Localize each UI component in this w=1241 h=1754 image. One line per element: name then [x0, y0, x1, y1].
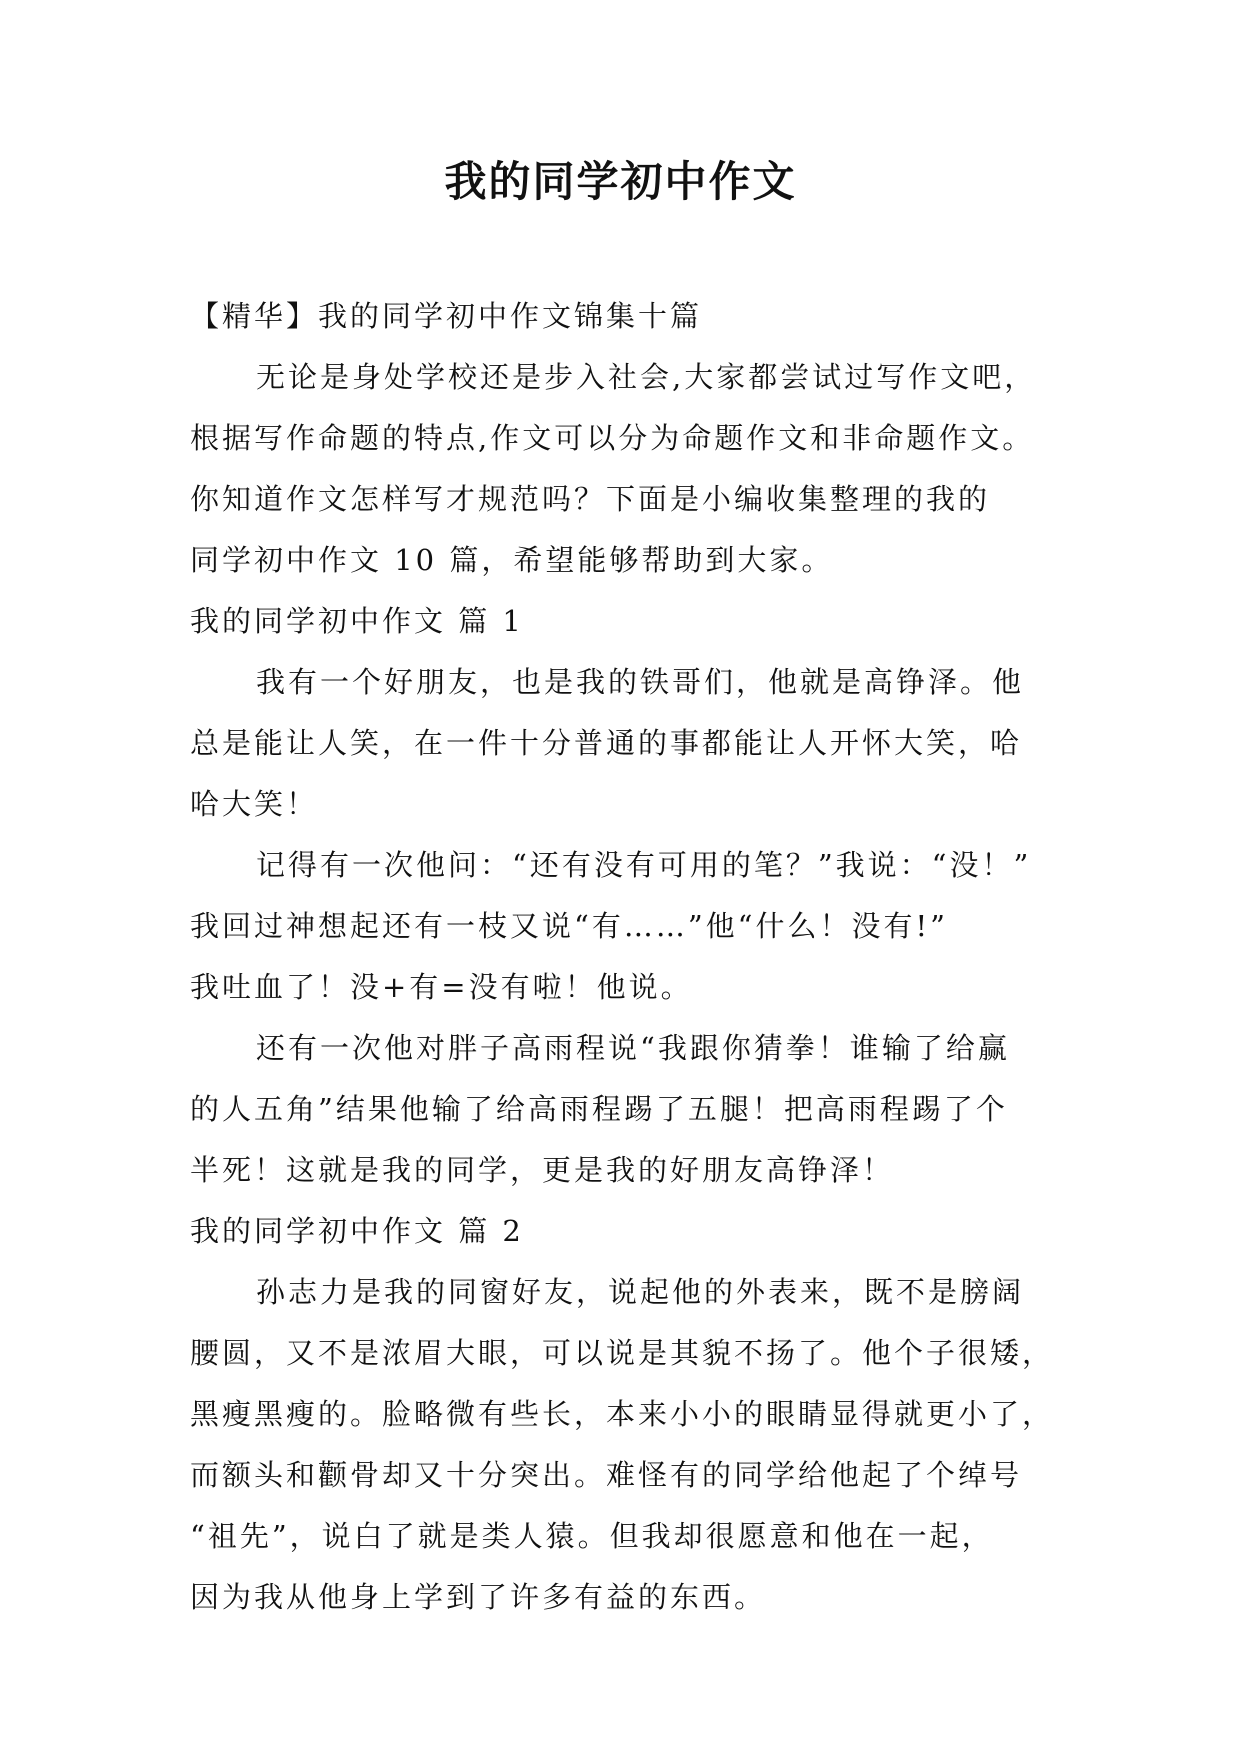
- text-line: 同学初中作文 10 篇，希望能够帮助到大家。: [190, 543, 834, 577]
- text-line: 因为我从他身上学到了许多有益的东西。: [190, 1580, 767, 1614]
- text-line: 我回过神想起还有一枝又说“有……”他“什么！没有!”: [190, 909, 948, 943]
- text-line: 我的同学初中作文 篇 1: [190, 604, 524, 638]
- text-line: 的人五角”结果他输了给高雨程踢了五腿！把高雨程踢了个: [190, 1092, 1008, 1126]
- text-line: 你知道作文怎样写才规范吗？下面是小编收集整理的我的: [190, 482, 991, 516]
- text-line: 我的同学初中作文 篇 2: [190, 1214, 524, 1248]
- document-title: 我的同学初中作文: [444, 157, 797, 206]
- text-line: 而额头和颧骨却又十分突出。难怪有的同学给他起了个绰号: [190, 1458, 1023, 1492]
- text-line: 黑瘦黑瘦的。脸略微有些长，本来小小的眼睛显得就更小了，: [190, 1397, 1055, 1431]
- text-line: 还有一次他对胖子高雨程说“我跟你猜拳！谁输了给赢: [256, 1031, 1010, 1065]
- text-line: 我有一个好朋友，也是我的铁哥们，他就是高铮泽。他: [256, 665, 1025, 699]
- text-line: 【精华】我的同学初中作文锦集十篇: [190, 299, 703, 333]
- text-line: 根据写作命题的特点,作文可以分为命题作文和非命题作文。: [190, 421, 1035, 455]
- text-line: 哈大笑！: [190, 787, 319, 821]
- document-body: [190, 286, 1060, 1628]
- text-line: 我吐血了！没+有=没有啦！他说。: [190, 970, 693, 1004]
- text-line: 半死！这就是我的同学，更是我的好朋友高铮泽！: [190, 1153, 895, 1187]
- text-line: 无论是身处学校还是步入社会,大家都尝试过写作文吧，: [256, 360, 1037, 394]
- text-line: 记得有一次他问：“还有没有可用的笔？”我说：“没！”: [256, 848, 1032, 882]
- text-line: 腰圆，又不是浓眉大眼，可以说是其貌不扬了。他个子很矮，: [190, 1336, 1055, 1370]
- text-line: “祖先”，说白了就是类人猿。但我却很愿意和他在一起，: [190, 1519, 994, 1553]
- text-line: 总是能让人笑，在一件十分普通的事都能让人开怀大笑，哈: [190, 726, 1023, 760]
- text-line: 孙志力是我的同窗好友，说起他的外表来，既不是膀阔: [256, 1275, 1025, 1309]
